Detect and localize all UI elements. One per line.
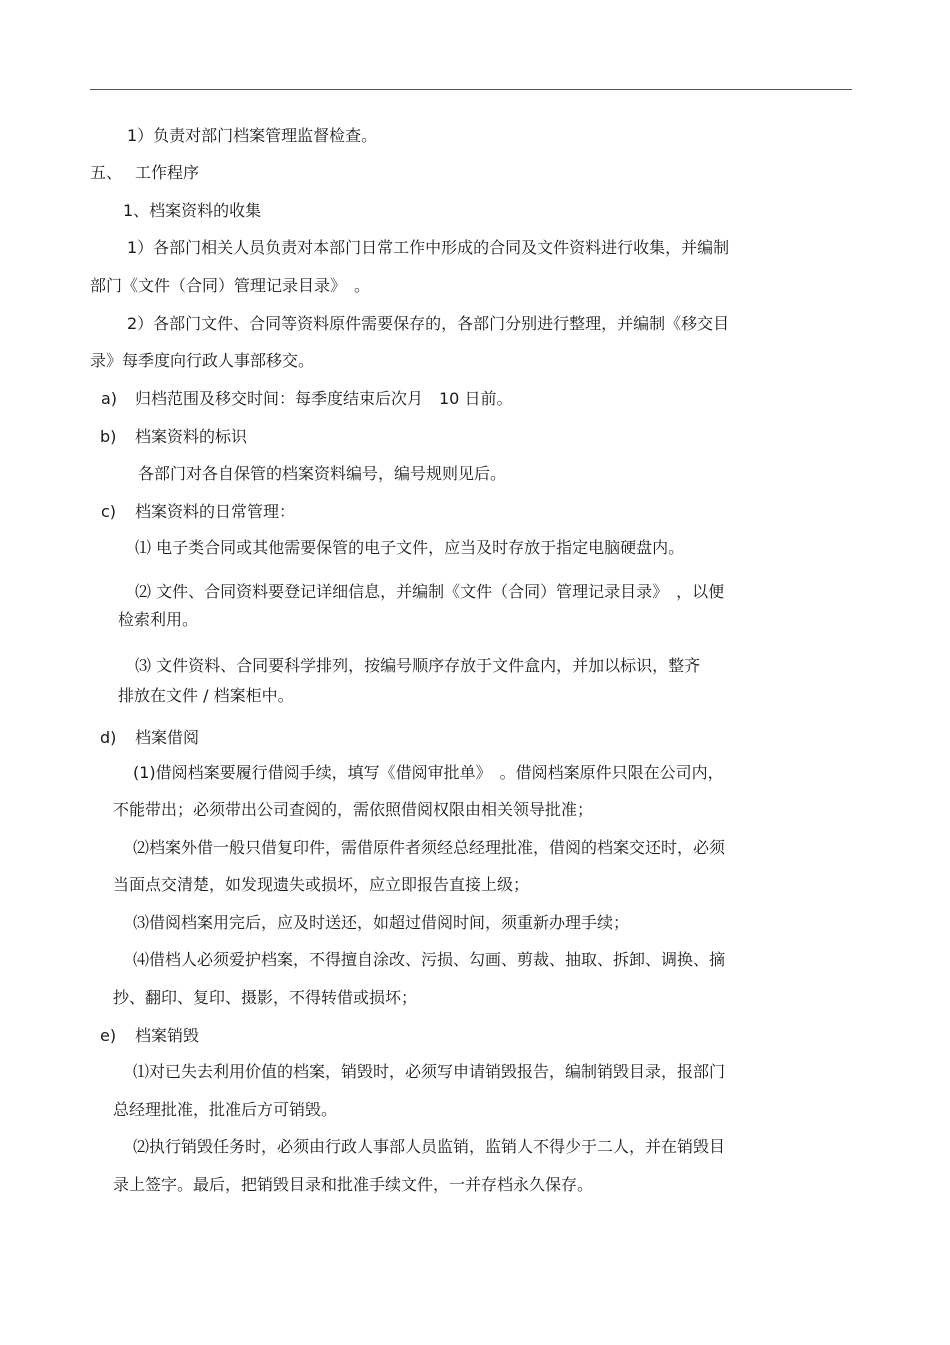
- item-c: 档案资料的日常管理：: [135, 502, 296, 521]
- line-5: 部门《文件（合同）管理记录目录》 。: [90, 276, 371, 295]
- item-a: 归档范围及移交时间：每季度结束后次月 10 日前。: [135, 389, 513, 408]
- item-d-2-cont: 当面点交清楚，如发现遗失或损坏，应立即报告直接上级；: [113, 875, 530, 894]
- item-label-d: d): [100, 728, 117, 747]
- item-d-2: ⑵档案外借一般只借复印件，需借原件者须经总经理批准，借阅的档案交还时，必须: [133, 838, 726, 857]
- item-e-2: ⑵执行销毁任务时，必须由行政人事部人员监销，监销人不得少于二人，并在销毁目: [133, 1137, 726, 1156]
- item-label-c: c): [101, 502, 117, 521]
- item-d-1: (1)借阅档案要履行借阅手续，填写《借阅审批单》 。借阅档案原件只限在公司内，: [133, 763, 724, 782]
- item-d-4: ⑷借档人必须爱护档案，不得擅自涂改、污损、勾画、剪裁、抽取、拆卸、调换、摘: [133, 950, 726, 969]
- item-c-3-cont: 排放在文件 / 档案柜中。: [118, 686, 294, 705]
- item-e-1-cont: 总经理批准，批准后方可销毁。: [113, 1100, 338, 1119]
- header-rule: [90, 89, 852, 90]
- item-d-3: ⑶借阅档案用完后，应及时送还，如超过借阅时间，须重新办理手续；: [133, 913, 630, 932]
- item-label-a: a): [101, 389, 118, 408]
- item-d: 档案借阅: [135, 728, 200, 747]
- item-label-b: b): [100, 427, 117, 446]
- line-6: 2）各部门文件、合同等资料原件需要保存的，各部门分别进行整理，并编制《移交目: [127, 314, 730, 333]
- item-c-2: ⑵ 文件、合同资料要登记详细信息，并编制《文件（合同）管理记录目录》 ，以便: [135, 582, 725, 601]
- subsection-title: 1、档案资料的收集: [123, 201, 262, 220]
- item-e-1: ⑴对已失去利用价值的档案，销毁时，必须写申请销毁报告，编制销毁目录，报部门: [133, 1062, 726, 1081]
- item-b-text: 各部门对各自保管的档案资料编号，编号规则见后。: [138, 464, 507, 483]
- item-c-2-cont: 检索利用。: [118, 610, 199, 629]
- item-d-1-cont: 不能带出；必须带出公司查阅的，需依照借阅权限由相关领导批准；: [113, 800, 594, 819]
- section-title: 工作程序: [135, 163, 200, 182]
- line-1: 1）负责对部门档案管理监督检查。: [127, 126, 378, 145]
- item-label-e: e): [100, 1026, 117, 1045]
- item-e-2-cont: 录上签字。最后，把销毁目录和批准手续文件，一并存档永久保存。: [113, 1175, 594, 1194]
- line-7: 录》每季度向行政人事部移交。: [90, 351, 315, 370]
- item-e: 档案销毁: [135, 1026, 200, 1045]
- section-number: 五、: [90, 163, 123, 182]
- item-c-1: ⑴ 电子类合同或其他需要保管的电子文件，应当及时存放于指定电脑硬盘内。: [135, 538, 685, 557]
- line-4: 1）各部门相关人员负责对本部门日常工作中形成的合同及文件资料进行收集，并编制: [127, 238, 730, 257]
- item-c-3: ⑶ 文件资料、合同要科学排列，按编号顺序存放于文件盒内，并加以标识，整齐: [135, 656, 701, 675]
- item-b: 档案资料的标识: [135, 427, 248, 446]
- item-d-4-cont: 抄、翻印、复印、摄影，不得转借或损坏；: [113, 988, 418, 1007]
